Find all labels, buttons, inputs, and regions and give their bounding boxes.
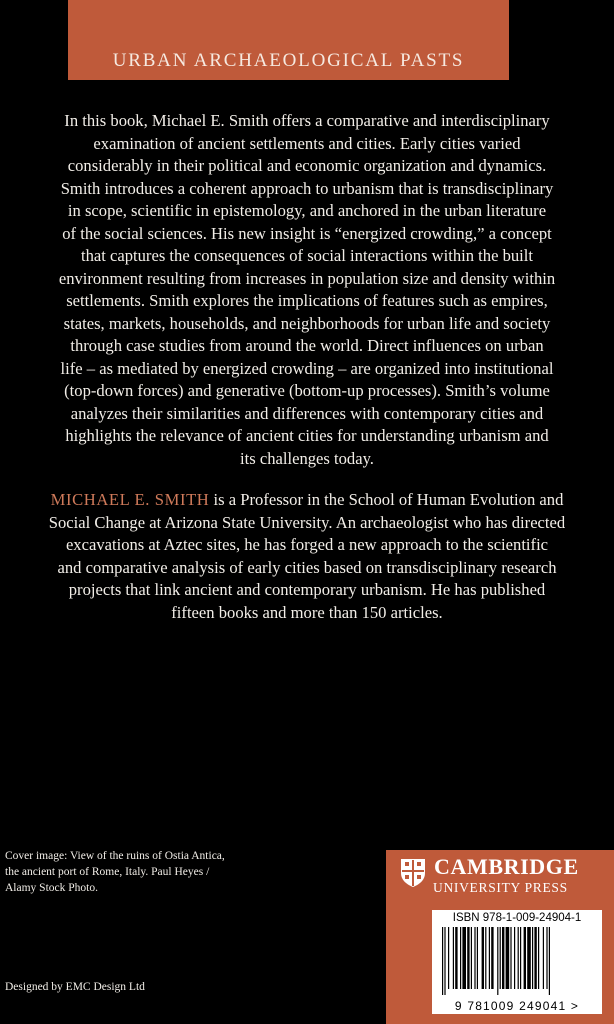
blurb-line: that captures the consequences of social interactions within the built [80,246,534,265]
barcode-bar [524,927,526,989]
barcode-bar [448,927,449,989]
blurb-line: life – as mediated by energized crowding – are organized into institutional [60,358,554,378]
bio-line: Social Change at Arizona State University. An archaeologist who has directed [48,512,566,532]
barcode-bar [520,927,521,989]
barcode-bars [438,927,596,995]
series-band [68,0,509,80]
barcode-bar [474,927,475,989]
shield-crest-icon [400,858,426,888]
bio-line: is a Professor in the School of Human Evolution and [209,490,564,509]
barcode-bar [491,927,493,989]
barcode-bar [534,927,536,989]
blurb-line: of the social sciences. His new insight is “energized crowding,” a concept [62,223,552,243]
blurb-line: environment resulting from increases in population size and density within [58,268,556,288]
barcode-bar [497,927,498,995]
barcode-bar [546,927,547,989]
barcode-bar [549,927,550,995]
barcode-bar [500,927,501,989]
publisher-subtitle: UNIVERSITY PRESS [433,880,568,895]
publisher-name: CAMBRIDGE [434,854,579,879]
book-description [14,110,600,470]
author-bio [4,489,610,624]
barcode-bar [442,927,443,995]
bio-line: and comparative analysis of early cities based on transdisciplinary research [57,557,557,577]
blurb-line: its challenges today. [240,448,374,468]
barcode-bar [543,927,544,989]
barcode [432,910,602,1014]
barcode-bar [502,927,504,989]
blurb-line: examination of ancient settlements and cities. Early cities varied [93,133,521,153]
barcode-bar [477,927,478,989]
barcode-digits: 9 781009 249041 > [454,999,580,1013]
barcode-bar [482,927,484,989]
bio-line: projects that link ancient and contemporary urbanism. He has published [68,580,546,599]
blurb-line: considerably in their political and economic organization and dynamics. [67,156,547,175]
blurb-line: Smith introduces a coherent approach to urbanism that is transdisciplinary [60,178,554,198]
credit-line: Alamy Stock Photo. [5,882,98,895]
barcode-bar [510,927,511,989]
barcode-bar [455,927,457,989]
bio-line: excavations at Aztec sites, he has forged a new approach to the scientific [65,535,549,554]
barcode-bar [467,927,469,989]
bio-line: fifteen books and more than 150 articles. [171,602,443,622]
series-title: URBAN ARCHAEOLOGICAL PASTS [112,50,465,71]
barcode-bar [489,927,490,989]
barcode-bar [460,927,461,989]
isbn-number: ISBN 978-1-009-24904-1 [452,912,582,924]
barcode-bar [485,927,486,989]
barcode-bar [527,927,531,989]
author-name: MICHAEL E. SMITH [50,490,210,509]
credit-line: the ancient port of Rome, Italy. Paul Heyes / [5,866,210,879]
publisher-box [386,850,614,1024]
barcode-bar [444,927,445,995]
barcode-bar [462,927,466,989]
barcode-bar [538,927,539,989]
blurb-line: states, markets, households, and neighborhoods for urban life and society [63,313,551,333]
blurb-line: (top-down forces) and generative (bottom-up processes). Smith’s volume [64,381,550,400]
barcode-bar [518,927,519,989]
blurb-line: through case studies from around the world. Direct influences on urban [70,336,544,355]
blurb-line: settlements. Smith explores the implications of features such as empires, [66,291,548,310]
blurb-line: highlights the relevance of ancient cities for understanding urbanism and [65,426,549,445]
barcode-bar [506,927,510,989]
blurb-line: in scope, scientific in epistemology, and anchored in the urban literature [67,201,547,220]
barcode-bar [453,927,454,989]
blurb-line: analyzes their similarities and differences with contemporary cities and [70,403,544,423]
barcode-bar [532,927,533,989]
designer-credit: Designed by EMC Design Ltd [5,981,145,993]
blurb-line: In this book, Michael E. Smith offers a comparative and interdisciplinary [64,111,550,130]
credit-line: Cover image: View of the ruins of Ostia Antica, [5,850,225,862]
cover-image-credit [5,848,295,897]
barcode-bar [514,927,515,989]
barcode-bar [471,927,472,989]
